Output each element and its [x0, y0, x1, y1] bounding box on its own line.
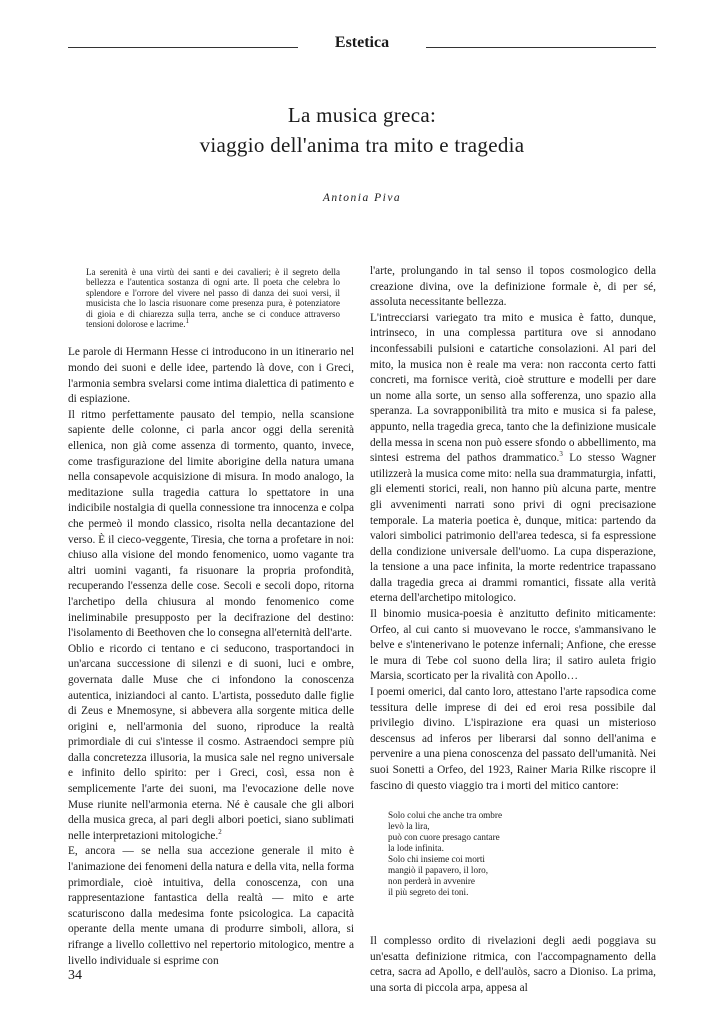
footnote-ref: 2: [218, 828, 222, 837]
paragraph-text: L'intrecciarsi variegato tra mito e musica è fatto, dunque, intrinseco, in una complessa partitura ove si annodano inconfessabili pulsioni e catartiche consolazioni. Al pari del mito, la musica non è reale ma vera: non racconta certo fatti concreti, ma fornisce verità, cioè strutture e modelli per dare un nome alla sorte, un senso alla sofferenza, uno spazio alla speranza. La sovrapponibilità tra mito e musica si fa palese, appunto, nella tragedia greca, tanto che la definizione musicale della messa in scena non può essere sfondo o abbellimento, ma sintesi estrema del pathos drammatico.: [370, 311, 656, 465]
author-name: Antonia Piva: [322, 192, 402, 204]
title-line-1: La musica greca:: [287, 103, 437, 127]
paragraph: Il binomio musica-poesia è anzitutto definito miticamente: Orfeo, al cui canto si muovevano le rocce, s'ammansivano le belve e s'intenerivano le potenze infernali; Anfione, che eresse le mura di Tebe col suono della lira; il satiro auleta frigio Marsia, scorticato per la rivalità con Apollo…: [370, 608, 656, 683]
paragraph: [68, 642, 354, 845]
header-rule-right: [426, 47, 656, 48]
paragraph: Il ritmo perfettamente pausato del tempio, nella scansione sapiente delle colonne, ci parla ancor oggi della serenità ellenica, non già come assenza di tormento, quanto, invece, come trasfigurazione del limite aborigine della natura umana nella consapevole acquisizione di misura. In modo analogo, la meditazione sulla tragedia cattura lo spettatore in una indicibile nostalgia di quella connessione tra innocenza e colpa che permeò il mondo classico, risolta nella decantazione del verso. È il cieco-veggente, Tiresia, che torna a profetare in noi: chiuso alla visione del mondo fenomenico, uomo vagante tra altri uomini vaganti, fa risuonare la propria profondità, recuperando l'essenza delle cose. Secoli e secoli dopo, ritorna l'archetipo della chiusura al mondo fenomenico come ineliminabile presupposto per la decifrazione del destino: l'isolamento di Beethoven che lo consegna all'eternità dell'arte.: [68, 408, 354, 640]
paragraph-text: Oblio e ricordo ci tentano e ci seducono, trasportandoci in un'arcana successione di silenzi e di suoni, luci e ombre, governata dalle Muse che ci infondono la conoscenza autentica, iniziandoci al canto. L'artista, posseduto dalle figlie di Zeus e Mnemosyne, si abbevera alla sorgente mitica delle origini e, nell'armonia del suono, riproduce la realtà primordiale di cui s'intesse il cosmo. Astraendoci sempre più dalla concretezza illusoria, la musica sale nel regno universale e infinito dello spirito: per i Greci, così, essa non è semplicemente l'arte dei suoni, ma l'evocazione delle nove Muse riunite nell'armonia eterna. Né è causale che gli albori della musica greca, al pari degli albori poetici, siano sublimati nelle interpretazioni mitologiche.: [68, 642, 354, 842]
paragraph: Il complesso ordito di rivelazioni degli aedi poggiava su un'esatta definizione ritmica, con l'accompagnamento della cetra, sacra ad Apollo, e dell'aulòs, sacro a Dioniso. La prima, una sorta di piccola arpa, appesa al: [370, 935, 656, 994]
paragraph: l'arte, prolungando in tal senso il topos cosmologico della creazione divina, ove la definizione formale è, di per sé, assoluta necessitante bellezza.: [370, 265, 656, 309]
poem-quote: Solo colui che anche tra ombre levò la lira, può con cuore presago cantare la lode infinita. Solo chi insieme coi morti mangiò il papavero, il loro, non perderà in avvenire il più segreto dei toni.: [388, 810, 503, 898]
paragraph: Le parole di Hermann Hesse ci introducono in un itinerario nel mondo dei suoni e delle idee, partendo là dove, con i Greci, l'armonia sembra svelarsi come intima dialettica di patimento e di espiazione.: [68, 346, 354, 406]
paragraph-text: Lo stesso Wagner utilizzerà la musica come mito: nella sua drammaturgia, infatti, gli elementi storici, reali, non hanno più alcuna parte, mentre gli avvenimenti narrati sono privi di ogni precisazione temporale. La materia poetica è, dunque, mitica: partendo da valori simbolici patrimonio dell'area tedesca, si fa espressione della condizione universale dell'uomo. La cupa disperazione, la tensione a una pace infinita, la morte redentrice trapassano dalla tragedia greca ai drammi romantici, fissate alla verità eterna dell'archetipo mitologico.: [370, 452, 657, 605]
running-header: [68, 30, 656, 60]
page-number: 34: [68, 968, 82, 983]
epigraph-text: La serenità è una virtù dei santi e dei cavalieri; è il segreto della bellezza e l'autentica sostanza di ogni arte. Il poeta che celebra lo splendore e l'orrore del vivere nel passo di danza dei suoi versi, il musicista che lo lascia risuonare come presenza pura, è potenziatore di gioia e di chiarezza sulla terra, anche se ci conduce attraverso tensioni dolorose e lacrime.: [86, 267, 340, 330]
section-title: Estetica: [334, 34, 390, 51]
paragraph: E, ancora — se nella sua accezione generale il mito è l'animazione dei fenomeni della natura e della vita, nella forma primordiale, cioè intuitiva, della conoscenza, con una rappresentazione fantastica della realtà — mito e arte scaturiscono dalla medesima fonte psicologica. La capacità operante della mente umana di produrre simboli, allora, si rifrange a livello collettivo nel repertorio mitologico, mentre a livello individuale si esprime con: [68, 845, 354, 967]
article-title: [0, 100, 724, 160]
epigraph-quote: [86, 267, 340, 329]
title-line-2: viaggio dell'anima tra mito e tragedia: [199, 133, 525, 157]
footnote-ref: 3: [559, 450, 563, 459]
paragraph: [370, 311, 656, 607]
left-column: [68, 267, 354, 969]
paragraph: I poemi omerici, dal canto loro, attestano l'arte rapsodica come tessitura delle imprese di dei ed eroi resa possibile dal privilegio divino. L'ispirazione era quasi un misterioso descensus ad inferos per liberarsi dal sonno dell'anima e pervenire a una piena conoscenza del passato dell'umanità. Nei suoi Sonetti a Orfeo, del 1923, Rainer Maria Rilke riscopre il fascino di questo viaggio tra i morti del mitico cantore:: [370, 686, 656, 792]
right-column: [370, 264, 656, 997]
footnote-ref: 1: [185, 317, 189, 326]
